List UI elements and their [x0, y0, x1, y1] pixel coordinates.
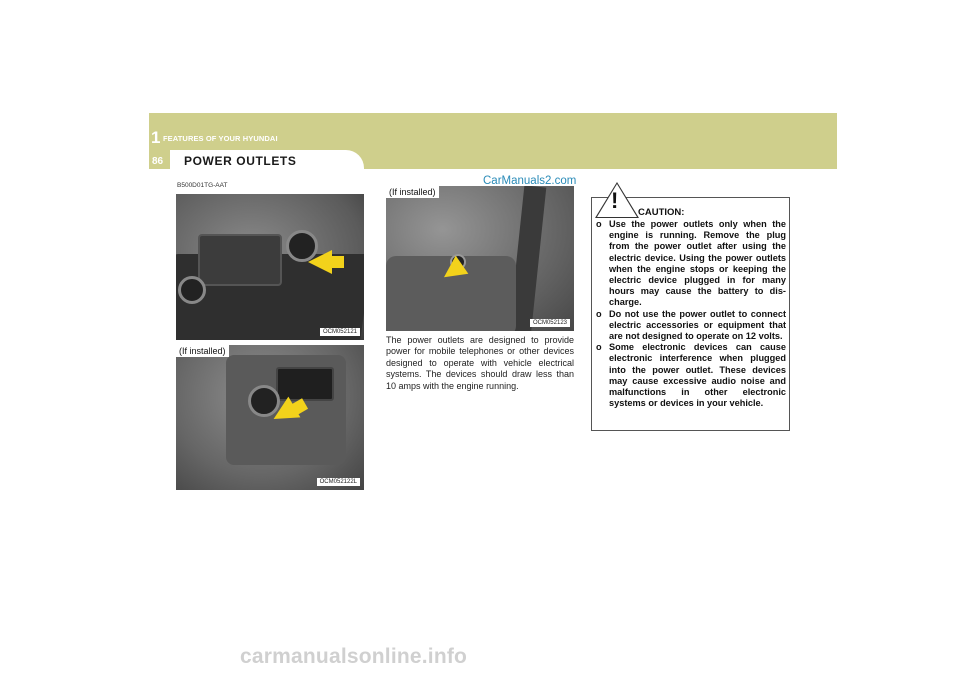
if-installed-label: (If installed) — [176, 345, 229, 357]
storage-compartment — [276, 367, 334, 401]
caution-item-text: Use the power outlets only when the engine is running. Remove the plug from the power outlet after using the electric device. Using the power outlets when the engine stops or keeping the electric device plugged in for many hours may cause the battery to dis-charge. — [609, 219, 786, 308]
photo-rear-outlet — [176, 345, 364, 490]
bullet: o — [596, 308, 602, 319]
bullet: o — [596, 342, 602, 353]
bullet: o — [596, 219, 602, 229]
page-number: 86 — [152, 156, 164, 167]
if-installed-label: (If installed) — [386, 186, 439, 198]
arrow-indicator — [308, 250, 332, 274]
photo-code: OCM052123 — [530, 319, 570, 327]
chapter-number: 1 — [151, 128, 161, 147]
photo-cargo-outlet — [386, 186, 574, 331]
caution-title: CAUTION: — [638, 207, 685, 218]
caution-item-text: Do not use the power outlet to connect electric accessories or equipment that are not designed to operate on 12 volts. — [609, 308, 786, 342]
body-paragraph: The power outlets are designed to provide power for mobile telephones or other devices designed to operate with vehicle electrical systems. The devices should draw less than 10 amps with the engine running. — [386, 335, 574, 391]
caution-item-text: Some electronic devices can cause electronic interference when plugged into the power outlet. These devices may cause excessive audio noise and malfunctions in other electronic systems or devices in your vehicle. — [609, 342, 786, 409]
footer-watermark[interactable]: carmanualsonline.info — [240, 645, 468, 668]
arrow-indicator-tail — [330, 256, 344, 268]
reference-code: B500D01TG-AAT — [177, 182, 228, 189]
caution-item — [596, 219, 786, 309]
caution-list — [596, 219, 786, 409]
caution-item — [596, 309, 786, 343]
photo-code: OCM052122L — [317, 478, 360, 486]
caution-item — [596, 342, 786, 409]
outlet-socket-left — [178, 276, 206, 304]
photo-center-console-outlet — [176, 194, 364, 340]
chapter-title: FEATURES OF YOUR HYUNDAI — [163, 134, 278, 143]
section-title: POWER OUTLETS — [184, 154, 297, 168]
exclamation-icon: ! — [611, 188, 619, 213]
switch-panel — [198, 234, 282, 286]
photo-code: OCM052121 — [320, 328, 360, 336]
watermark-link[interactable]: CarManuals2.com — [483, 175, 577, 187]
